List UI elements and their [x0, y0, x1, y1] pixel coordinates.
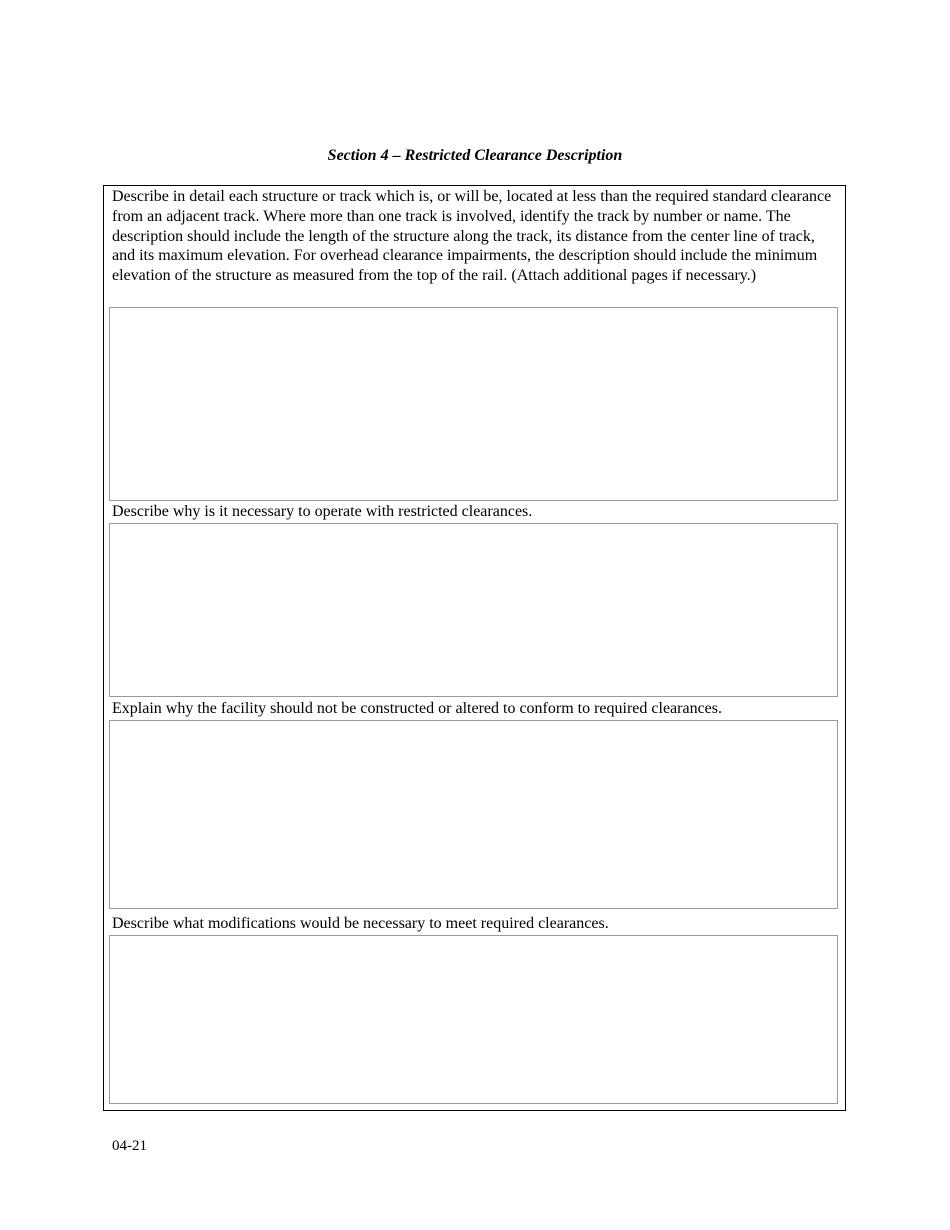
necessity-prompt: Describe why is it necessary to operate with restricted clearances. [112, 503, 533, 520]
modifications-field[interactable] [109, 935, 838, 1104]
structure-description-prompt: Describe in detail each structure or track which is, or will be, located at less than the required standard clearance from an adjacent track. Where more than one track is involved, identify the track by number or name. The description should include the length of the structure along the track, its distance from the center line of track, and its maximum elevation. For overhead clearance impairments, the description should include the minimum elevation of the structure as measured from the top of the rail. (Attach additional pages if necessary.) [112, 188, 832, 285]
modifications-prompt: Describe what modifications would be necessary to meet required clearances. [112, 915, 609, 932]
form-code: 04-21 [112, 1138, 147, 1154]
structure-description-field[interactable] [109, 307, 838, 501]
section-title: Section 4 – Restricted Clearance Description [327, 147, 623, 164]
nonconformance-reason-field[interactable] [109, 720, 838, 909]
nonconformance-reason-prompt: Explain why the facility should not be constructed or altered to conform to required clearances. [112, 700, 723, 717]
necessity-field[interactable] [109, 523, 838, 697]
